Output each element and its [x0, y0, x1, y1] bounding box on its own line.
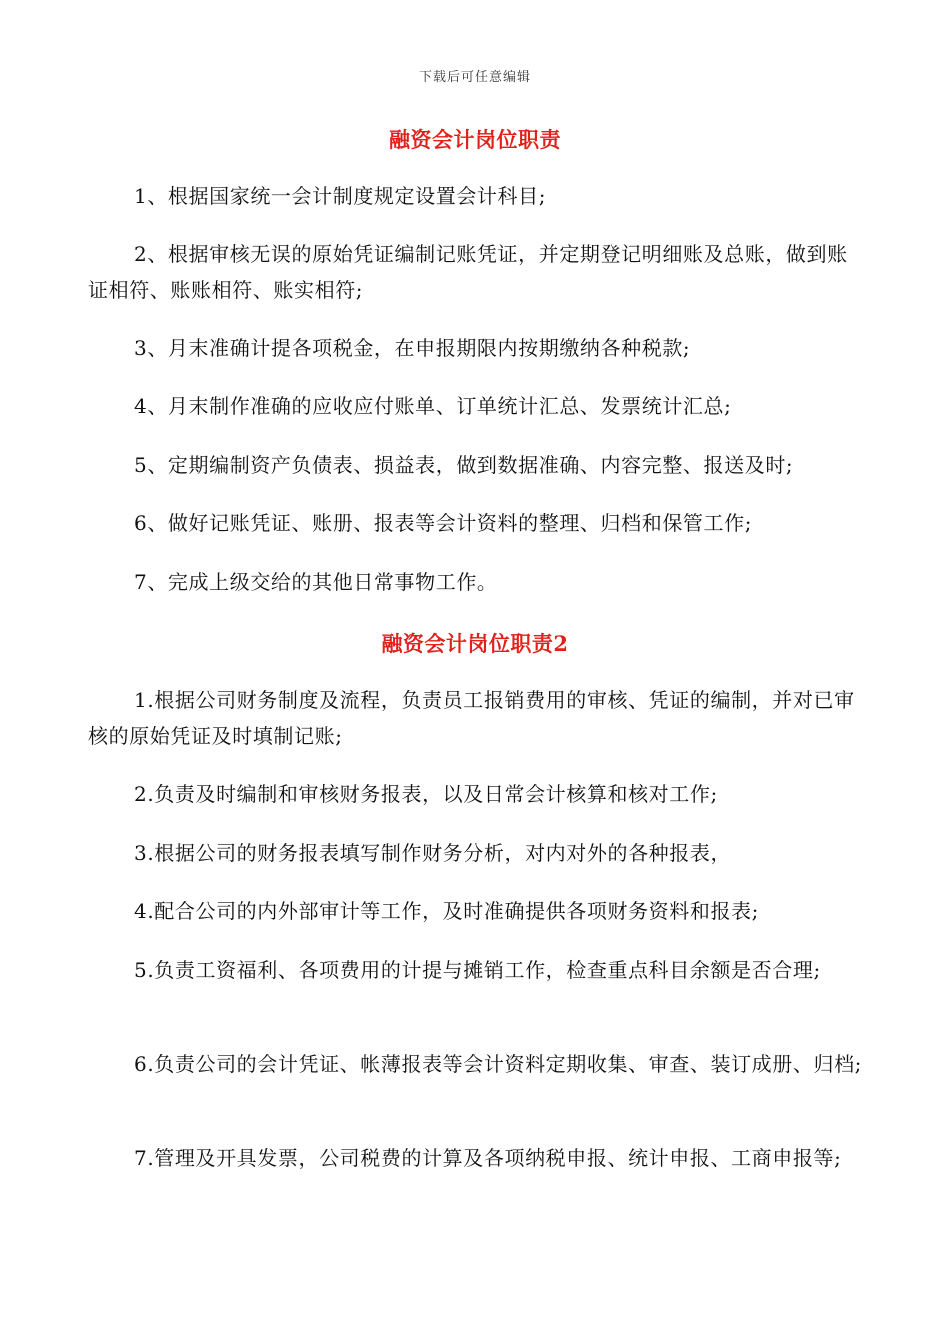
- section1-item-3: 3、月末准确计提各项税金，在申报期限内按期缴纳各种税款;: [134, 336, 691, 360]
- section2-item-4: 4.配合公司的内外部审计等工作，及时准确提供各项财务资料和报表;: [134, 899, 760, 923]
- section1-item-4: 4、月末制作准确的应收应付账单、订单统计汇总、发票统计汇总;: [134, 394, 732, 418]
- section2-item-2: 2.负责及时编制和审核财务报表，以及日常会计核算和核对工作;: [134, 782, 718, 806]
- section2-item-3: 3.根据公司的财务报表填写制作财务分析，对内对外的各种报表，: [134, 841, 732, 865]
- header-note: 下载后可任意编辑: [418, 70, 531, 85]
- section2-item-1: 1.根据公司财务制度及流程，负责员工报销费用的审核、凭证的编制，并对已审核的原始凭证及时填制记账;: [88, 688, 855, 748]
- section-title-1: 融资会计岗位职责: [389, 127, 561, 152]
- section-title-2: 融资会计岗位职责2: [381, 631, 569, 656]
- section2-item-7: 7.管理及开具发票，公司税费的计算及各项纳税申报、统计申报、工商申报等;: [134, 1146, 842, 1170]
- section2-item-6: 6.负责公司的会计凭证、帐薄报表等会计资料定期收集、审查、装订成册、归档;: [134, 1052, 863, 1076]
- section1-item-7: 7、完成上级交给的其他日常事物工作。: [134, 570, 498, 594]
- section1-item-5: 5、定期编制资产负债表、损益表，做到数据准确、内容完整、报送及时;: [134, 453, 794, 477]
- section1-item-2: 2、根据审核无误的原始凭证编制记账凭证，并定期登记明细账及总账，做到账证相符、账账相符、账实相符;: [88, 242, 848, 302]
- section2-item-5: 5.负责工资福利、各项费用的计提与摊销工作，检查重点科目余额是否合理;: [134, 958, 821, 982]
- section1-item-1: 1、根据国家统一会计制度规定设置会计科目;: [134, 184, 547, 208]
- section1-item-6: 6、做好记账凭证、账册、报表等会计资料的整理、归档和保管工作;: [134, 511, 753, 535]
